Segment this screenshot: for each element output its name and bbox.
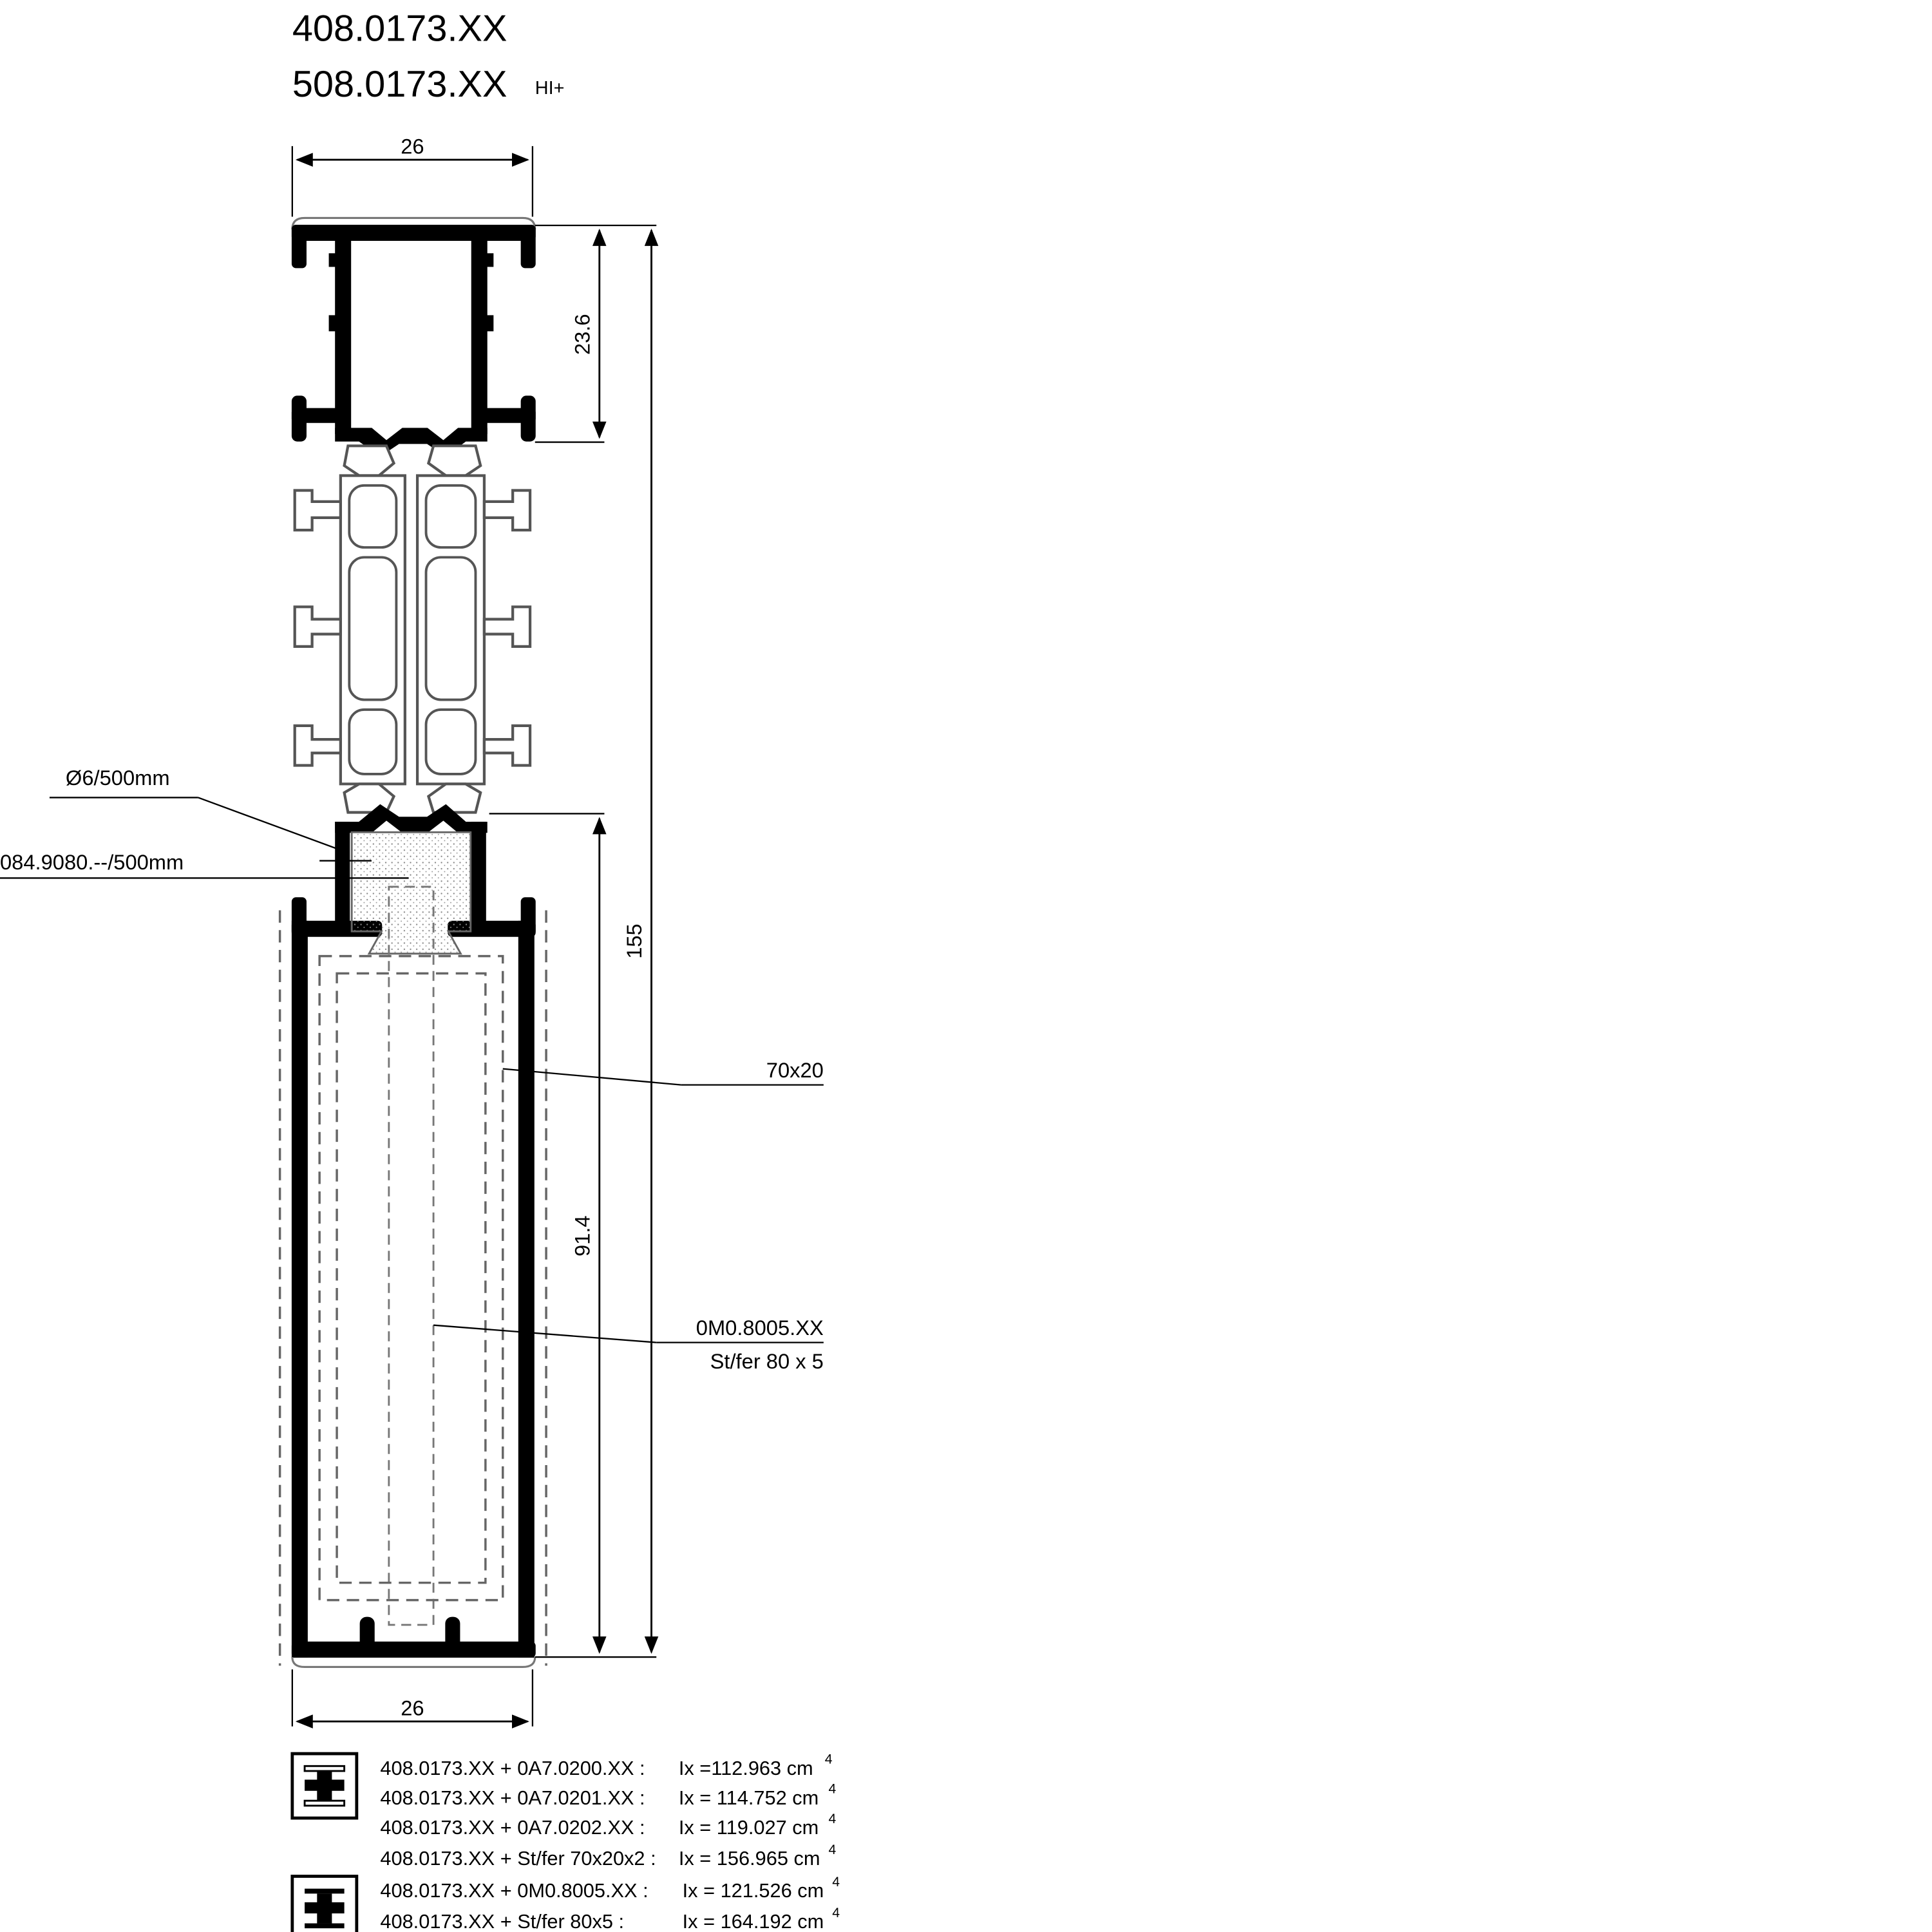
row-value: Ix = 119.027 cm (678, 1816, 819, 1839)
lower-height-value: 91.4 (570, 1215, 594, 1257)
table-row (380, 1782, 836, 1809)
row-combo: 408.0173.XX + St/fer 80x5 : (380, 1910, 625, 1932)
row-value: Ix = 156.965 cm (678, 1847, 820, 1870)
row-combo: 408.0173.XX + St/fer 70x20x2 : (380, 1847, 656, 1870)
row-exp: 4 (832, 1905, 840, 1920)
row-exp: 4 (832, 1874, 840, 1889)
callout-hole-label: Ø6/500mm (65, 766, 170, 790)
top-height-value: 23.6 (570, 314, 594, 355)
row-value: Ix = 164.192 cm (682, 1910, 824, 1932)
row-exp: 4 (828, 1781, 837, 1797)
table-row (380, 1842, 836, 1870)
callout-part-label: 084.9080.--/500mm (0, 850, 184, 875)
connector-insert (352, 832, 471, 1625)
table-row (380, 1812, 836, 1839)
callout-reinforcement-steel: St/fer 80 x 5 (710, 1349, 824, 1374)
upper-aluminium-profile (292, 218, 535, 455)
h-section-icon (292, 1876, 357, 1932)
row-value: Ix =112.963 cm (678, 1756, 813, 1779)
callout-reinforcement (433, 1316, 824, 1373)
table-row (380, 1906, 840, 1932)
top-width-dimension (292, 134, 533, 216)
h-section-icon (292, 1754, 357, 1818)
total-height-value: 155 (622, 923, 647, 959)
table-row (380, 1875, 840, 1902)
callout-tube-label: 70x20 (766, 1058, 824, 1083)
row-combo: 408.0173.XX + 0A7.0200.XX : (380, 1756, 645, 1779)
row-exp: 4 (828, 1842, 837, 1857)
bottom-width-value: 26 (401, 1696, 424, 1720)
callout-tube (503, 1058, 824, 1085)
row-combo: 408.0173.XX + 0A7.0201.XX : (380, 1786, 645, 1809)
row-exp: 4 (824, 1752, 833, 1767)
callout-hole (50, 766, 372, 860)
table-row (380, 1752, 832, 1779)
row-value: Ix = 121.526 cm (682, 1879, 824, 1902)
row-combo: 408.0173.XX + 0M0.8005.XX : (380, 1879, 649, 1902)
callout-reinforcement-code: 0M0.8005.XX (696, 1316, 824, 1340)
profile-code-2: 508.0173.XX (292, 64, 507, 106)
row-exp: 4 (828, 1811, 837, 1826)
profile-code-1: 408.0173.XX (292, 8, 507, 50)
thermal-break-insulation (295, 446, 530, 812)
variant-label: HI+ (535, 78, 565, 99)
row-combo: 408.0173.XX + 0A7.0202.XX : (380, 1816, 645, 1839)
bottom-width-dimension (292, 1669, 533, 1726)
row-value: Ix = 114.752 cm (678, 1786, 819, 1809)
inertia-table (292, 1752, 840, 1932)
top-width-value: 26 (401, 134, 424, 158)
right-dimensions (489, 225, 657, 1657)
reinforcement-outlines (319, 956, 503, 1600)
